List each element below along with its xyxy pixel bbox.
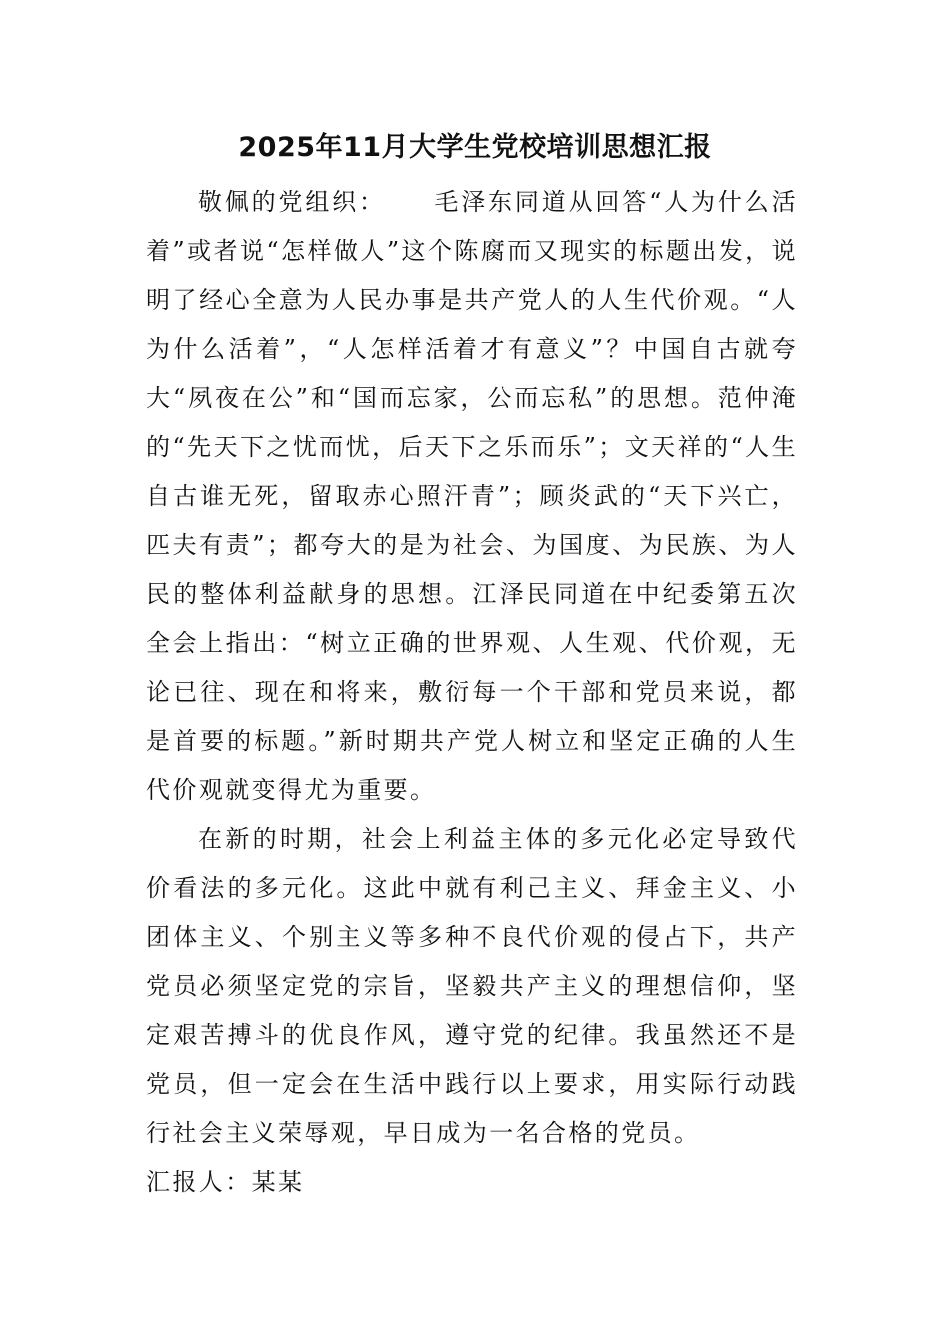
document-body [146, 178, 798, 1207]
salutation: 敬佩的党组织： [198, 188, 386, 216]
paragraph-2: 在新的时期，社会上利益主体的多元化必定导致代价看法的多元化。这此中就有利己主义、拜金主义、小团体主义、个别主义等多种不良代价观的侵占下，共产党员必须坚定党的宗旨，坚毅共产主义的理想信仰，坚定艰苦搏斗的优良作风，遵守党的纪律。我虽然还不是党员，但一定会在生活中践行以上要求，用实际行动践行社会主义荣辱观，早日成为一名合格的党员。 [146, 825, 798, 1147]
signature: 汇报人：某某 [146, 1168, 305, 1196]
paragraph-1 [146, 178, 798, 815]
document-title: 2025年11月大学生党校培训思想汇报 [238, 132, 712, 163]
paragraph-1-text: 毛泽东同道从回答“人为什么活着”或者说“怎样做人”这个陈腐而又现实的标题出发，说明了经心全意为人民办事是共产党人的人生代价观。“人为什么活着”，“人怎样活着才有意义”？中国自古就夸大“夙夜在公”和“国而忘家，公而忘私”的思想。范仲淹的“先天下之忧而忧，后天下之乐而乐”；文天祥的“人生自古谁无死，留取赤心照汗青”；顾炎武的“天下兴亡，匹夫有责”；都夸大的是为社会、为国度、为民族、为人民的整体利益献身的思想。江泽民同道在中纪委第五次全会上指出：“树立正确的世界观、人生观、代价观，无论已往、现在和将来，敷衍每一个干部和党员来说，都是首要的标题。”新时期共产党人树立和坚定正确的人生代价观就变得尤为重要。 [146, 188, 798, 804]
